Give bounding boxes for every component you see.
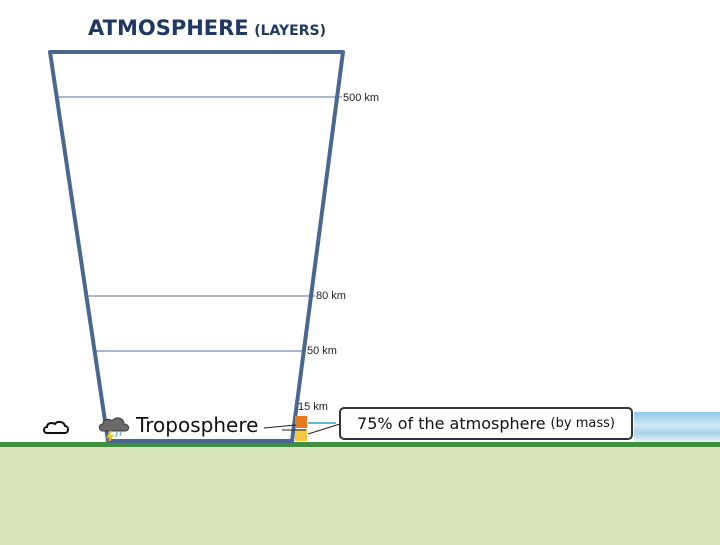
altitude-label-15: 15 km — [298, 401, 328, 413]
cloud-outline-icon — [42, 419, 70, 437]
title-sub: (LAYERS) — [254, 23, 327, 39]
mass-callout-box — [339, 407, 633, 440]
atmosphere-funnel — [50, 52, 343, 441]
troposphere-label: Troposphere — [136, 413, 259, 437]
altitude-label-80: 80 km — [316, 290, 346, 302]
altitude-label-500: 500 km — [343, 92, 380, 104]
storm-cloud-icon — [97, 415, 131, 441]
troposphere-leader-line — [264, 425, 296, 428]
callout-text: 75% of the atmosphere — [357, 414, 546, 433]
callout-connector — [308, 424, 340, 434]
troposphere-marker-yellow — [295, 429, 307, 441]
troposphere-marker-orange — [295, 416, 307, 428]
title-main: ATMOSPHERE — [88, 16, 249, 40]
altitude-label-50: 50 km — [307, 345, 337, 357]
callout-note: (by mass) — [550, 416, 615, 431]
